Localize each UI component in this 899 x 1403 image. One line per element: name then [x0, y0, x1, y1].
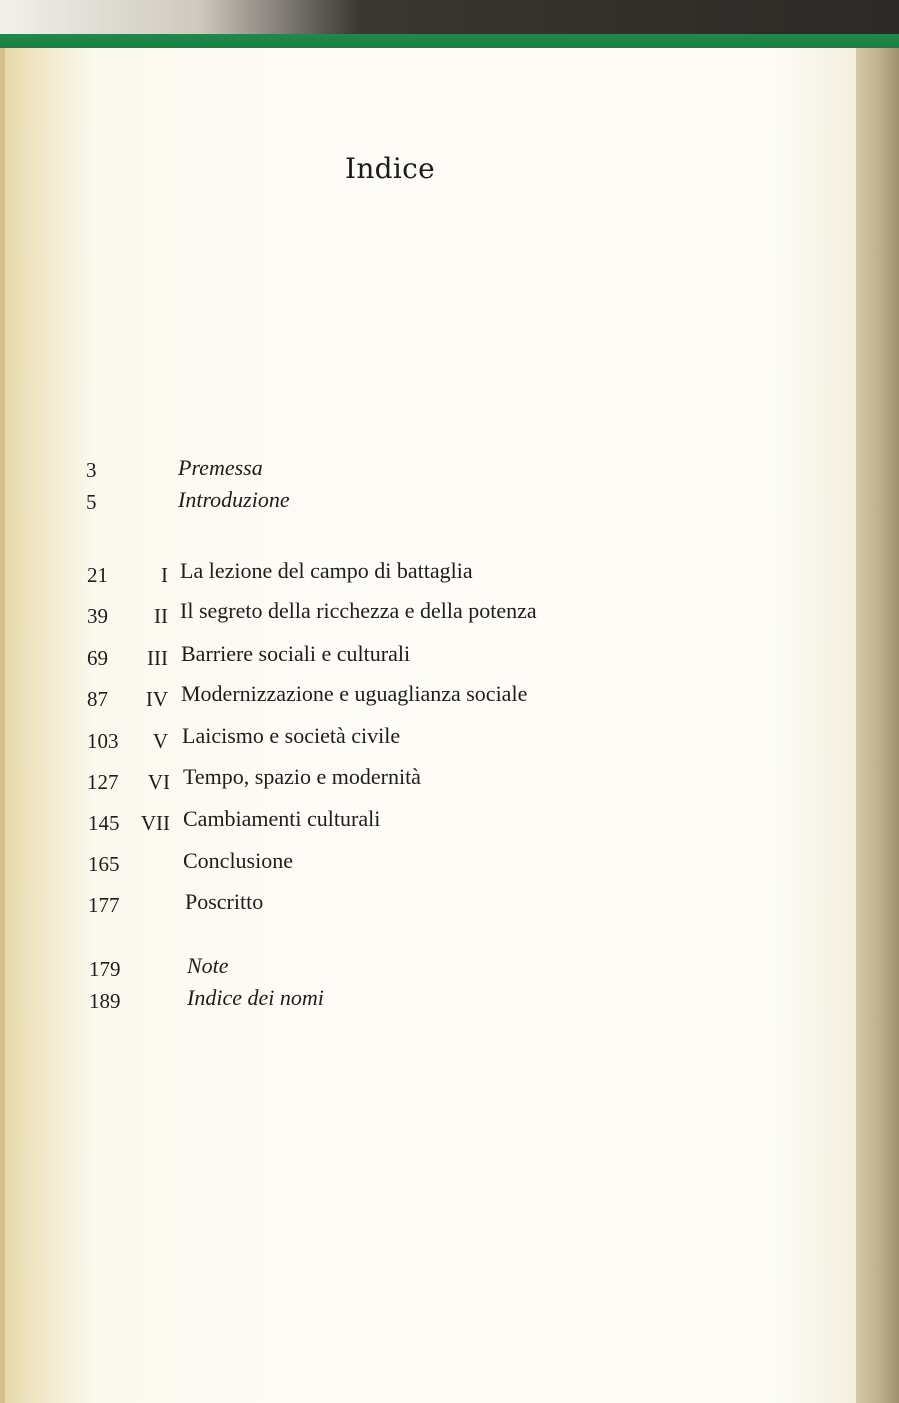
- toc-entry-title: Modernizzazione e uguaglianza sociale: [181, 681, 528, 706]
- toc-page-number: 21: [87, 563, 108, 587]
- toc-page-number: 179: [89, 957, 121, 981]
- toc-entry-title: Note: [187, 953, 229, 978]
- chapter-numeral: V: [152, 729, 168, 753]
- page-title: Indice: [344, 152, 436, 185]
- toc-page-number: 165: [88, 852, 120, 876]
- toc-page-number: 3: [86, 458, 97, 482]
- toc-page-number: 127: [87, 770, 119, 794]
- toc-entry-title: Poscritto: [185, 889, 264, 914]
- toc-entry-title: Premessa: [178, 455, 263, 480]
- chapter-numeral: II: [154, 604, 168, 628]
- toc-entry-title: Il segreto della ricchezza e della potenza: [180, 598, 537, 623]
- chapter-numeral: III: [147, 646, 168, 670]
- toc-entry-title: Laicismo e società civile: [182, 723, 401, 748]
- toc-page-number: 177: [88, 893, 120, 917]
- page-gutter: [0, 48, 5, 1403]
- toc-entry-title: La lezione del campo di battaglia: [180, 558, 473, 583]
- chapter-numeral: I: [161, 563, 168, 587]
- toc-entry-title: Tempo, spazio e modernità: [183, 764, 421, 789]
- toc-entry-title: Conclusione: [183, 848, 293, 873]
- chapter-numeral: VII: [140, 811, 170, 835]
- toc-entry-title: Cambiamenti culturali: [183, 806, 381, 831]
- toc-page-number: 103: [87, 729, 119, 753]
- book-page: [0, 48, 856, 1403]
- chapter-numeral: IV: [145, 687, 168, 711]
- toc-page-number: 39: [87, 604, 108, 628]
- toc-page-number: 87: [87, 687, 108, 711]
- toc-entry-title: Indice dei nomi: [187, 985, 324, 1010]
- toc-entry-title: Introduzione: [178, 487, 290, 512]
- toc-entry-title: Barriere sociali e culturali: [181, 641, 411, 666]
- chapter-numeral: VI: [147, 770, 170, 794]
- toc-page-number: 145: [88, 811, 120, 835]
- toc-page-number: 5: [86, 490, 97, 514]
- toc-page-number: 69: [87, 646, 108, 670]
- toc-page-number: 189: [89, 989, 121, 1013]
